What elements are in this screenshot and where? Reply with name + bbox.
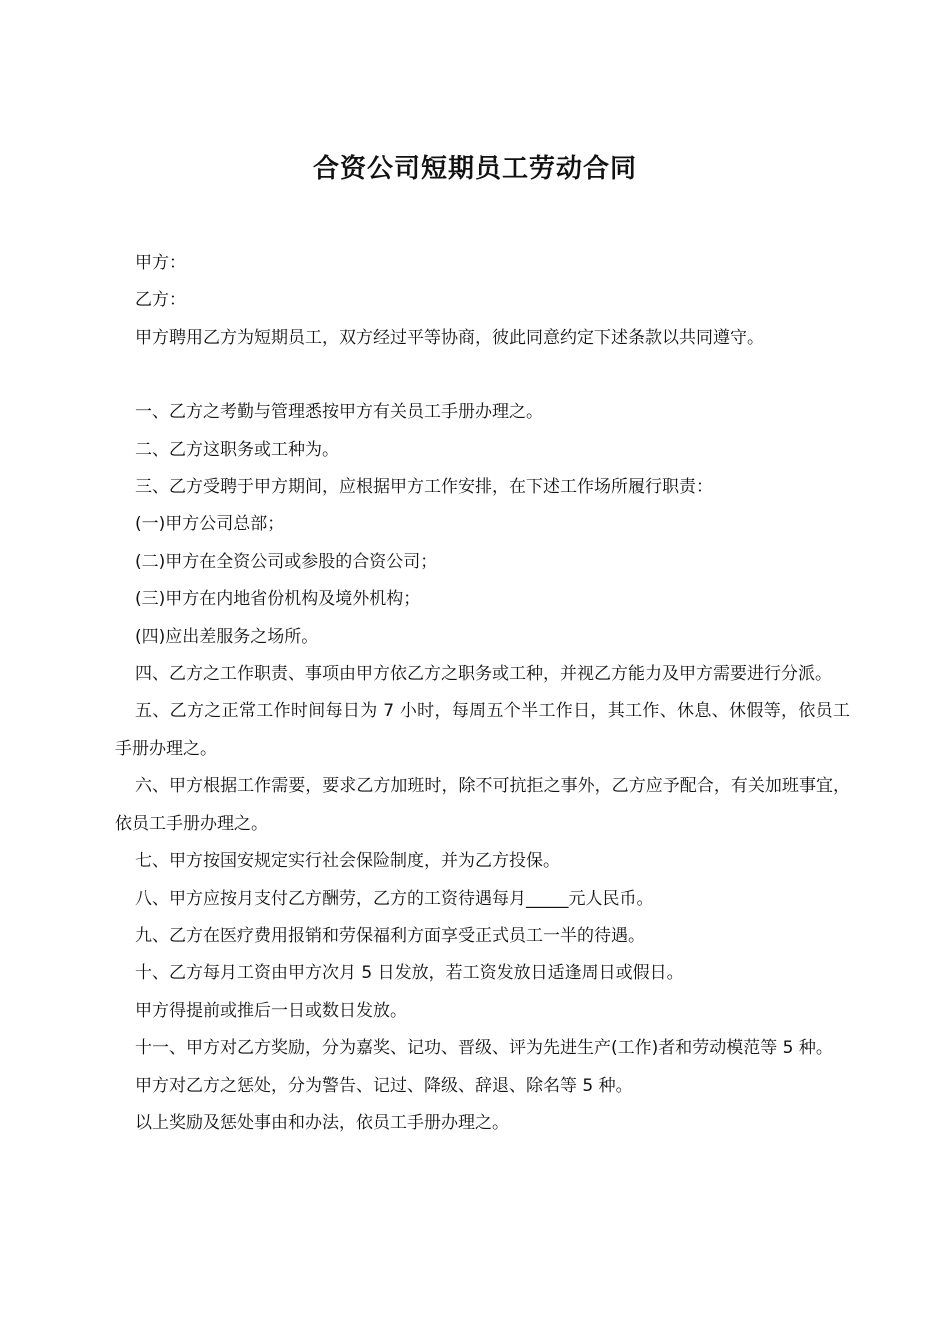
clause-5: 五、乙方之正常工作时间每日为 7 小时，每周五个半工作日，其工作、休息、休假等，依员工手册办理之。 [115,701,850,759]
document-body [115,245,850,1142]
clause-11-penalties: 甲方对乙方之惩处，分为警告、记过、降级、辞退、除名等 5 种。 [135,1075,633,1096]
clause-3: 三、乙方受聘于甲方期间，应根据甲方工作安排，在下述工作场所履行职责： [135,477,713,498]
clause-11-procedures: 以上奖励及惩处事由和办法，依员工手册办理之。 [135,1112,509,1133]
clause-3-item-1: (一)甲方公司总部； [135,514,285,535]
clause-3-item-3: (三)甲方在内地省份机构及境外机构； [135,589,421,610]
clause-11: 十一、甲方对乙方奖励，分为嘉奖、记功、晋级、评为先进生产(工作)者和劳动模范等 5 种。 [135,1038,833,1059]
clause-8: 八、甲方应按月支付乙方酬劳，乙方的工资待遇每月_____元人民币。 [135,888,654,909]
clause-6: 六、甲方根据工作需要，要求乙方加班时，除不可抗拒之事外，乙方应予配合，有关加班事宜，依员工手册办理之。 [115,776,850,834]
intro-paragraph: 甲方聘用乙方为短期员工，双方经过平等协商，彼此同意约定下述条款以共同遵守。 [135,327,764,348]
clause-9: 九、乙方在医疗费用报销和劳保福利方面享受正式员工一半的待遇。 [135,925,645,946]
party-a-line: 甲方： [135,253,186,273]
clause-3-item-2: (二)甲方在全资公司或参股的合资公司； [135,551,438,572]
party-b-line: 乙方： [135,290,186,311]
document-title: 合资公司短期员工劳动合同 [312,154,637,185]
clause-7: 七、甲方按国安规定实行社会保险制度，并为乙方投保。 [135,851,560,872]
clause-10: 十、乙方每月工资由甲方次月 5 日发放，若工资发放日适逢周日或假日。 [135,963,684,984]
clause-1: 一、乙方之考勤与管理悉按甲方有关员工手册办理之。 [135,402,543,423]
clause-10-continued: 甲方得提前或推后一日或数日发放。 [135,1000,407,1021]
clause-4: 四、乙方之工作职责、事项由甲方依乙方之职务或工种，并视乙方能力及甲方需要进行分派。 [135,664,832,685]
paragraph-spacer [115,357,850,394]
clause-3-item-4: (四)应出差服务之场所。 [135,626,319,647]
clause-2: 二、乙方这职务或工种为。 [135,439,339,460]
